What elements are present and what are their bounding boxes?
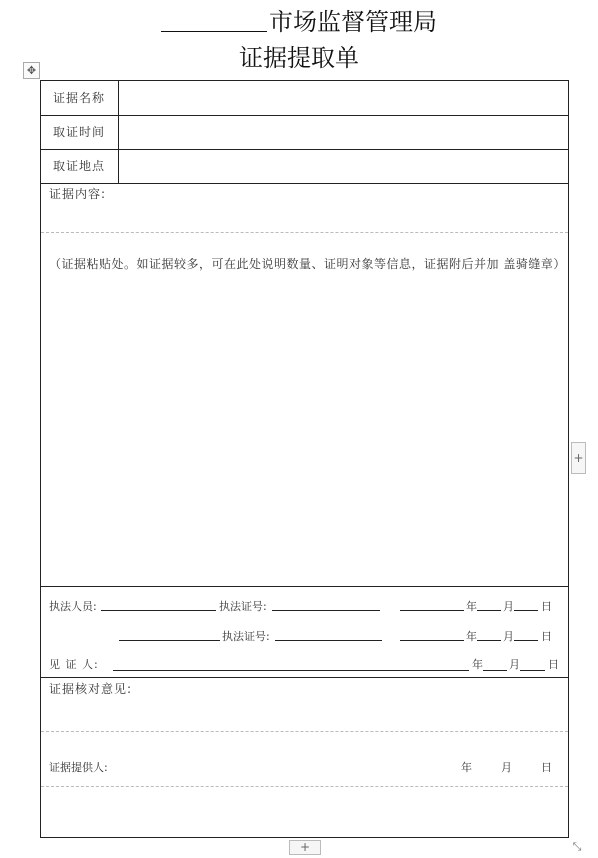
provider-dashed-divider <box>41 786 568 787</box>
witness-signature-line <box>113 670 469 671</box>
row-divider <box>41 586 568 587</box>
cert-number-label-2: 执法证号: <box>222 630 270 643</box>
label-column-divider <box>118 81 119 183</box>
evidence-content-label: 证据内容: <box>49 187 107 201</box>
witness-label: 见 证 人: <box>49 658 99 671</box>
day-label-2: 日 <box>541 630 552 643</box>
evidence-place-label: 取证地点 <box>53 159 106 173</box>
year-line <box>400 610 464 611</box>
add-column-button[interactable]: + <box>571 442 586 474</box>
officer-signature-line-2 <box>119 640 220 641</box>
review-opinion-label: 证据核对意见: <box>49 682 133 696</box>
provider-day-label: 日 <box>541 761 552 774</box>
month-label: 月 <box>503 600 514 613</box>
provider-month-label: 月 <box>501 761 512 774</box>
month-line-2 <box>477 640 501 641</box>
document-title-agency <box>0 6 598 38</box>
evidence-paste-note: （证据粘贴处。如证据较多，可在此处说明数量、证明对象等信息，证据附后并加 盖骑缝章） <box>49 257 566 271</box>
month-line <box>477 610 501 611</box>
witness-day-label: 日 <box>548 658 559 671</box>
agency-name-blank <box>161 9 267 32</box>
provider-label: 证据提供人: <box>49 761 108 774</box>
content-dashed-divider <box>41 232 568 233</box>
year-label-2: 年 <box>466 630 477 643</box>
officer-label: 执法人员: <box>49 600 97 613</box>
year-label: 年 <box>466 600 477 613</box>
document-title-form: 证据提取单 <box>239 44 359 72</box>
day-line-2 <box>514 640 538 641</box>
officer-signature-line <box>101 610 216 611</box>
witness-year-label: 年 <box>472 658 483 671</box>
review-dashed-divider <box>41 731 568 732</box>
row-divider <box>41 149 568 150</box>
cert-number-label: 执法证号: <box>219 600 267 613</box>
table-move-icon[interactable]: ✥ <box>23 62 40 79</box>
cert-number-line <box>272 610 380 611</box>
provider-year-label: 年 <box>461 761 472 774</box>
row-divider <box>41 183 568 184</box>
row-divider <box>41 677 568 678</box>
evidence-form-table <box>40 80 569 838</box>
month-label-2: 月 <box>503 630 514 643</box>
add-row-button[interactable]: + <box>289 840 321 855</box>
witness-month-line <box>483 670 507 671</box>
day-line <box>514 610 538 611</box>
day-label: 日 <box>541 600 552 613</box>
evidence-time-label: 取证时间 <box>53 125 106 139</box>
cert-number-line-2 <box>275 640 382 641</box>
evidence-name-label: 证据名称 <box>53 91 106 105</box>
year-line-2 <box>400 640 464 641</box>
row-divider <box>41 115 568 116</box>
witness-month-label: 月 <box>509 658 520 671</box>
witness-day-line <box>520 670 545 671</box>
table-resize-icon[interactable]: ⤡ <box>572 840 582 853</box>
agency-title-text: 市场监督管理局 <box>269 8 437 36</box>
